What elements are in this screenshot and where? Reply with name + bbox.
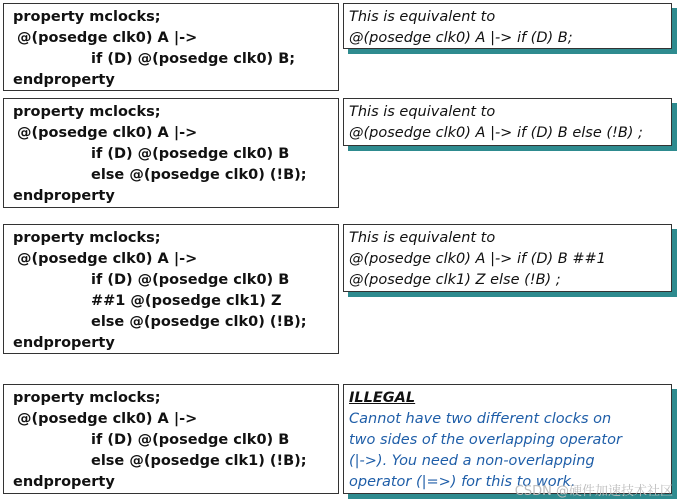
code-line: @(posedge clk0) A |-> xyxy=(17,251,198,267)
code-line: property mclocks; xyxy=(13,9,161,25)
note-line: @(posedge clk1) Z else (!B) ; xyxy=(349,272,561,288)
note-line: This is equivalent to xyxy=(349,104,496,120)
note-line: This is equivalent to xyxy=(349,9,496,25)
code-line: endproperty xyxy=(13,474,115,490)
code-line: endproperty xyxy=(13,335,115,351)
note-box-2 xyxy=(343,98,672,146)
code-line: @(posedge clk0) A |-> xyxy=(17,411,198,427)
code-line: else @(posedge clk0) (!B); xyxy=(91,167,307,183)
note-line: operator (|=>) for this to work. xyxy=(349,474,576,490)
code-block-4 xyxy=(3,384,339,494)
code-line: else @(posedge clk1) (!B); xyxy=(91,453,307,469)
note-line: Cannot have two different clocks on xyxy=(349,411,612,427)
code-block-1 xyxy=(3,3,339,91)
note-line: two sides of the overlapping operator xyxy=(349,432,622,448)
code-block-2 xyxy=(3,98,339,208)
note-box-1 xyxy=(343,3,672,49)
note-box-3 xyxy=(343,224,672,292)
code-line: if (D) @(posedge clk0) B xyxy=(91,272,290,288)
note-line: @(posedge clk0) A |-> if (D) B; xyxy=(349,30,573,46)
code-line: ##1 @(posedge clk1) Z xyxy=(91,293,282,309)
code-line: endproperty xyxy=(13,188,115,204)
note-line: This is equivalent to xyxy=(349,230,496,246)
code-line: endproperty xyxy=(13,72,115,88)
illegal-heading: ILLEGAL xyxy=(349,390,416,406)
code-line: if (D) @(posedge clk0) B xyxy=(91,146,290,162)
code-block-3 xyxy=(3,224,339,354)
code-line: property mclocks; xyxy=(13,230,161,246)
code-line: property mclocks; xyxy=(13,104,161,120)
code-line: @(posedge clk0) A |-> xyxy=(17,125,198,141)
code-line: if (D) @(posedge clk0) B; xyxy=(91,51,296,67)
code-line: if (D) @(posedge clk0) B xyxy=(91,432,290,448)
note-line: @(posedge clk0) A |-> if (D) B ##1 xyxy=(349,251,606,267)
note-box-4 xyxy=(343,384,672,494)
code-line: @(posedge clk0) A |-> xyxy=(17,30,198,46)
code-line: else @(posedge clk0) (!B); xyxy=(91,314,307,330)
note-line: (|->). You need a non-overlapping xyxy=(349,453,595,469)
note-line: @(posedge clk0) A |-> if (D) B else (!B) ; xyxy=(349,125,643,141)
code-line: property mclocks; xyxy=(13,390,161,406)
watermark: CSDN @硬件加速技术社区 xyxy=(514,484,673,499)
